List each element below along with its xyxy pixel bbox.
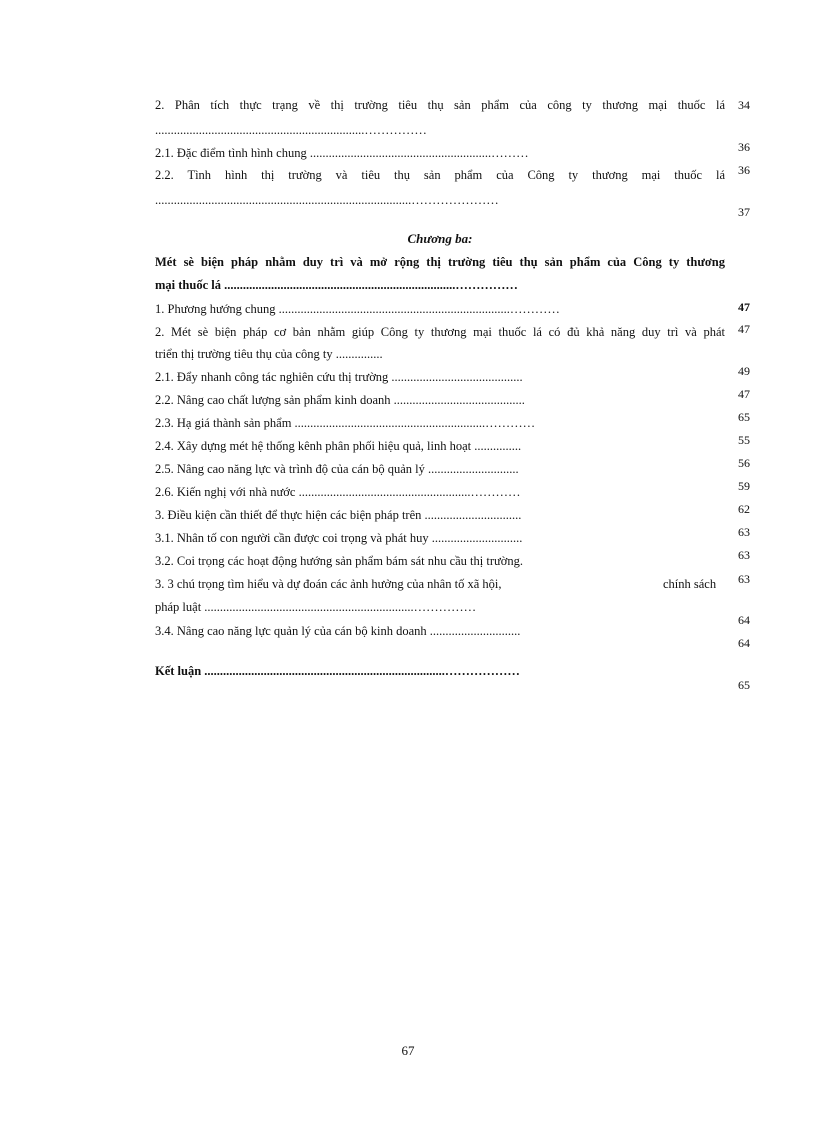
toc-entry-2-3: 2.3. Hạ giá thành sản phẩm .............................................................…………: [155, 416, 536, 430]
toc-page-number: 64: [738, 636, 750, 650]
toc-entry-2-6: 2.6. Kiến nghị với nhà nước .......................................................…………: [155, 485, 521, 499]
toc-entry-2-1: 2.1. Đẩy nhanh công tác nghiên cứu thị trường ..........................................: [155, 370, 523, 384]
toc-entry-2-2-line1: 2.2. Tình hình thị trường và tiêu thụ sản phẩm của Công ty thương mại thuốc lá: [155, 168, 725, 182]
toc-page-number: 47: [738, 322, 750, 336]
toc-page-number: 37: [738, 205, 750, 219]
toc-page-number: 36: [738, 163, 750, 177]
toc-page-number: 65: [738, 410, 750, 424]
toc-page-number: 59: [738, 479, 750, 493]
toc-page-number: 65: [738, 678, 750, 692]
toc-entry-3-3-line1: 3. 3 chú trọng tìm hiểu và dự đoán các ảnh hưởng của nhân tố xã hội,: [155, 577, 502, 591]
toc-entry-2-1: 2.1. Đặc điểm tình hình chung ..........................................................………: [155, 146, 529, 160]
toc-entry-3-4: 3.4. Nâng cao năng lực quản lý của cán bộ kinh doanh .............................: [155, 624, 521, 638]
toc-page-number: 47: [738, 387, 750, 401]
toc-page-number: 63: [738, 548, 750, 562]
toc-entry-2-line2: triển thị trường tiêu thụ của công ty ...............: [155, 347, 383, 361]
toc-entry-3-1: 3.1. Nhân tố con người cần được coi trọng và phát huy .............................: [155, 531, 523, 545]
toc-conclusion: Kết luận .............................................................................………………: [155, 664, 520, 678]
toc-page-number: 55: [738, 433, 750, 447]
toc-chapter-3-title-line1: Mét sè biện pháp nhằm duy trì và mở rộng thị trường tiêu thụ sản phẩm của Công ty thương: [155, 255, 725, 269]
toc-page-number: 56: [738, 456, 750, 470]
toc-page-number: 34: [738, 98, 750, 112]
toc-page-number: 47: [738, 300, 750, 314]
toc-entry-2-4: 2.4. Xây dựng mét hệ thống kênh phân phối hiệu quả, linh hoạt ...............: [155, 439, 522, 453]
toc-entry-2-line1: 2. Phân tích thực trạng về thị trường tiêu thụ sản phẩm của công ty thương mại thuốc lá: [155, 98, 725, 112]
toc-entry-3-3-line2: pháp luật ...................................................................……………: [155, 600, 477, 614]
toc-page-number: 63: [738, 572, 750, 586]
toc-entry-2-5: 2.5. Nâng cao năng lực và trình độ của cán bộ quản lý .............................: [155, 462, 519, 476]
toc-entry-2-2-leader: ..................................................................................…………………: [155, 193, 499, 207]
toc-page-number: 62: [738, 502, 750, 516]
page-number: 67: [401, 1043, 415, 1058]
toc-page-number: 36: [738, 140, 750, 154]
toc-entry-3-2: 3.2. Coi trọng các hoạt động hướng sản phẩm bám sát nhu cầu thị trường.: [155, 554, 524, 568]
toc-page-number: 64: [738, 613, 750, 627]
toc-page-number: 49: [738, 364, 750, 378]
toc-chapter-3-title-line2: mại thuốc lá ..........................................................................……………: [155, 278, 518, 292]
toc-entry-2-line1: 2. Mét sè biện pháp cơ bản nhằm giúp Công ty thương mại thuốc lá có đủ khả năng duy trì và phát: [155, 325, 725, 339]
toc-entry-1: 1. Phương hướng chung ..........................................................................…………: [155, 302, 560, 316]
toc-entry-3-3-line1-end: chính sách: [663, 577, 717, 591]
chapter-heading: Chương ba:: [407, 231, 473, 246]
toc-entry-3: 3. Điều kiện cần thiết để thực hiện các biện pháp trên ...............................: [155, 508, 522, 522]
toc-entry-2-2: 2.2. Nâng cao chất lượng sản phẩm kinh doanh ..........................................: [155, 393, 525, 407]
toc-page-number: 63: [738, 525, 750, 539]
toc-entry-2-leader: ...................................................................……………: [155, 123, 427, 137]
